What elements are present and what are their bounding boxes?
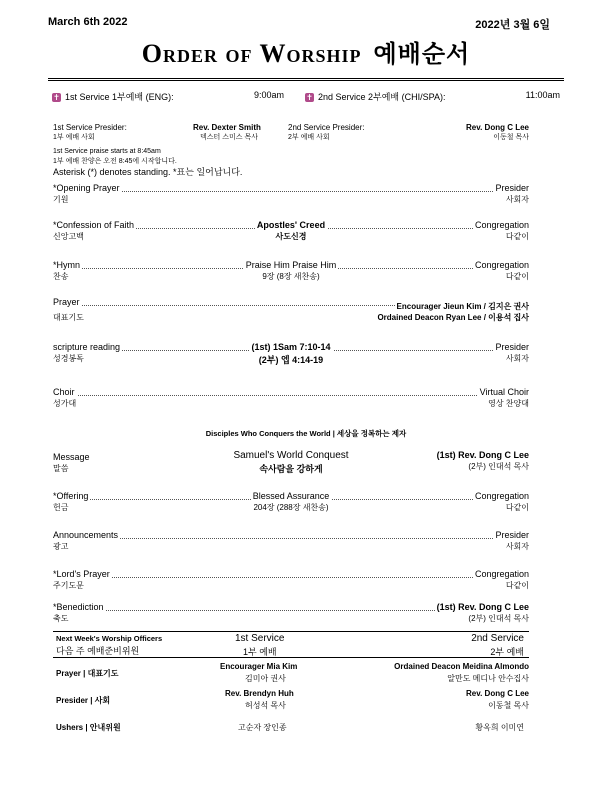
order-item-prayer: [53, 297, 529, 325]
item-label-kr: 주기도문: [53, 581, 84, 590]
leader-dots: [53, 538, 529, 539]
title-divider: [48, 78, 564, 81]
item-center-kr: 204장 (288장 새찬송): [253, 503, 329, 512]
item-leader-en: Presider: [495, 530, 529, 540]
item-label-kr: 찬송: [53, 272, 69, 281]
date-kr: 2022년 3월 6일: [475, 19, 550, 31]
item-leader-en: (1st) Rev. Dong C Lee: [436, 450, 529, 460]
item-center-en: Samuel's World Conquest: [233, 450, 349, 461]
item-label-en: Prayer: [53, 297, 80, 307]
item-center-en: Praise Him Praise Him: [245, 260, 337, 270]
item-label-kr: 성가대: [53, 399, 77, 408]
item-label-kr: 성경봉독: [53, 354, 84, 363]
item-label-en: *Hymn: [53, 260, 81, 270]
item-leader-en: Congregation: [474, 569, 529, 579]
page-title: [0, 34, 612, 69]
service-times: [52, 90, 560, 104]
order-item-scripture: [53, 342, 529, 366]
item-leader-kr: 다같이: [505, 581, 529, 590]
asterisk-note: Asterisk (*) denotes standing. *표는 일어납니다.: [53, 167, 243, 177]
col2-header-en: 2nd Service: [471, 633, 524, 644]
item-leader-kr: (2부) 인대석 목사: [468, 462, 529, 471]
leader-dots: [53, 577, 529, 578]
item-leader-kr: 사회자: [505, 542, 529, 551]
item-center-kr: (2부) 엡 4:14-19: [258, 355, 324, 365]
second-service-label: 2nd Service 2부예배 (CHI/SPA):: [318, 92, 446, 102]
item-leader-en: Presider: [495, 342, 529, 352]
cross-icon: ✝: [53, 93, 60, 103]
second-presider-name-en: Rev. Dong C Lee: [466, 123, 529, 132]
item-leader-kr: 다같이: [505, 272, 529, 281]
item-label-en: scripture reading: [53, 342, 121, 352]
second-presider-label-kr: 2부 예배 사회: [288, 134, 330, 141]
row-ushers-col1: 고순자 장인종: [238, 723, 287, 732]
first-presider-name-kr: 덱스터 스미스 목사: [200, 134, 258, 141]
col1-header-en: 1st Service: [235, 633, 285, 644]
first-presider-label-en: 1st Service Presider:: [53, 123, 127, 132]
first-presider-name-en: Rev. Dexter Smith: [193, 123, 261, 132]
item-leader-kr: 사회자: [505, 195, 529, 204]
item-leader-kr: Ordained Deacon Ryan Lee / 이용석 집사: [377, 313, 529, 322]
order-item-announcements: [53, 530, 529, 554]
second-service: [305, 90, 445, 103]
table-divider: [53, 631, 529, 632]
item-label-en: *Lord's Prayer: [53, 569, 110, 579]
item-label-en: *Benediction: [53, 602, 104, 612]
item-leader-en: Virtual Choir: [479, 387, 529, 397]
item-center-kr: 속사람을 강하게: [259, 464, 323, 474]
row-presider-col1-kr: 허성석 목사: [245, 701, 286, 710]
item-leader-kr: 다같이: [505, 232, 529, 241]
item-label-kr: 기원: [53, 195, 69, 204]
leader-dots: [53, 191, 529, 192]
item-leader-en: Encourager Jieun Kim / 김지은 권사: [396, 302, 529, 311]
item-label-kr: 헌금: [53, 503, 69, 512]
order-item-benediction: [53, 602, 529, 626]
order-item-lords-prayer: [53, 569, 529, 593]
item-leader-kr: 영상 찬양대: [488, 399, 529, 408]
row-prayer-col2-kr: 알만도 메디나 안수집사: [447, 674, 529, 683]
item-center-en: Blessed Assurance: [252, 491, 330, 501]
second-presider-label-en: 2nd Service Presider:: [288, 123, 365, 132]
item-label-kr: 광고: [53, 542, 69, 551]
praise-note-en: 1st Service praise starts at 8:45am: [53, 148, 161, 155]
item-label-en: *Confession of Faith: [53, 220, 135, 230]
item-label-en: *Opening Prayer: [53, 183, 120, 193]
col1-header-kr: 1부 예배: [243, 647, 277, 657]
row-ushers-col2: 황옥희 이미연: [475, 723, 524, 732]
item-label-kr: 대표기도: [53, 313, 84, 322]
row-presider-col1-en: Rev. Brendyn Huh: [225, 689, 294, 698]
item-center-kr: 9장 (8장 새찬송): [262, 272, 320, 281]
row-presider-col2-en: Rev. Dong C Lee: [466, 689, 529, 698]
item-label-kr: 말씀: [53, 464, 69, 473]
second-presider-name-kr: 이동철 목사: [493, 134, 529, 141]
item-leader-en: Congregation: [474, 491, 529, 501]
item-leader-en: Congregation: [474, 260, 529, 270]
second-service-time: 11:00am: [525, 90, 560, 100]
item-leader-kr: 사회자: [505, 354, 529, 363]
first-service-label: 1st Service 1부예배 (ENG):: [65, 92, 174, 102]
item-label-en: Message: [53, 452, 90, 462]
first-service: [52, 90, 174, 103]
order-item-confession: [53, 220, 529, 244]
item-label-kr: 신앙고백: [53, 232, 84, 241]
item-center-en: (1st) 1Sam 7:10-14: [251, 342, 331, 352]
item-label-en: *Offering: [53, 491, 89, 501]
item-center-en: Apostles' Creed: [256, 220, 326, 230]
item-leader-en: Congregation: [474, 220, 529, 230]
row-role-presider: Presider | 사회: [56, 696, 111, 705]
row-prayer-col1-kr: 김미아 권사: [245, 674, 286, 683]
date-en: March 6th 2022: [48, 16, 128, 28]
item-leader-kr: 다같이: [505, 503, 529, 512]
order-item-hymn: [53, 260, 529, 284]
next-week-title-en: Next Week's Worship Officers: [56, 634, 163, 643]
row-prayer-col1-en: Encourager Mia Kim: [220, 662, 298, 671]
item-leader-kr: (2부) 인대석 목사: [468, 614, 529, 623]
item-label-en: Announcements: [53, 530, 119, 540]
leader-dots: [53, 395, 529, 396]
row-role-ushers: Ushers | 안내위원: [56, 723, 121, 732]
first-presider-label-kr: 1부 예배 사회: [53, 134, 95, 141]
col2-header-kr: 2부 예배: [490, 647, 524, 657]
item-leader-en: (1st) Rev. Dong C Lee: [436, 602, 529, 612]
first-service-time: 9:00am: [254, 90, 285, 100]
order-item-choir: [53, 387, 529, 411]
cross-icon: ✝: [306, 93, 313, 103]
order-item-offering: [53, 491, 529, 515]
order-item-message: [53, 450, 529, 476]
sermon-series: Disciples Who Conquers the World | 세상을 정복하는 제자: [205, 429, 407, 438]
item-center-kr: 사도신경: [275, 232, 307, 241]
row-role-prayer: Prayer | 대표기도: [56, 669, 119, 678]
next-week-title-kr: 다음 주 예배준비위원: [56, 646, 140, 656]
item-label-kr: 축도: [53, 614, 69, 623]
row-presider-col2-kr: 이동철 목사: [488, 701, 529, 710]
title-en: Order of Worship: [141, 39, 362, 68]
item-leader-en: Presider: [495, 183, 529, 193]
table-divider: [53, 657, 529, 658]
row-prayer-col2-en: Ordained Deacon Meidina Almondo: [394, 662, 529, 671]
item-label-en: Choir: [53, 387, 75, 397]
praise-note-kr: 1부 예배 찬양은 오전 8:45에 시작합니다.: [53, 158, 177, 165]
title-kr: 예배순서: [373, 40, 471, 68]
order-item-opening-prayer: [53, 183, 529, 207]
